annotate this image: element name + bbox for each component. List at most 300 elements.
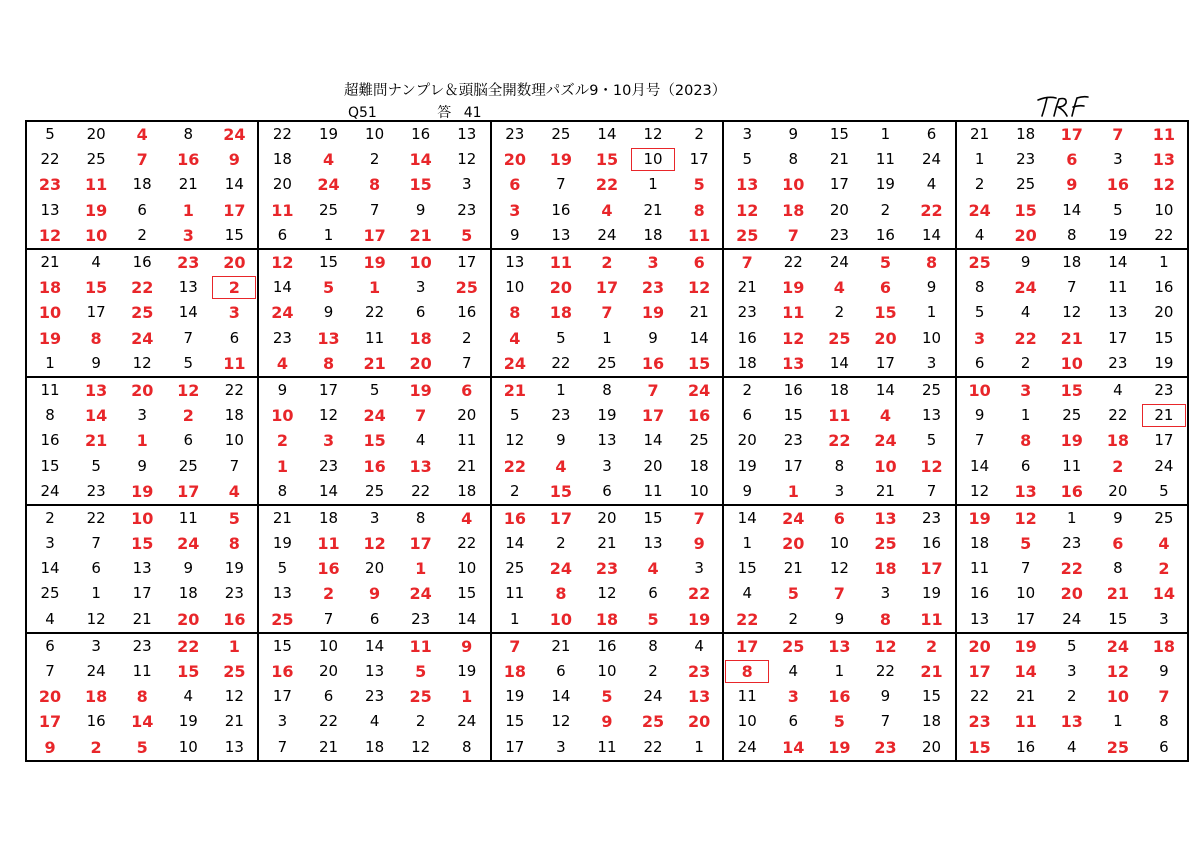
grid-cell: 6 (137, 200, 147, 219)
grid-cell: 15 (921, 687, 942, 706)
grid-cell: 12 (318, 406, 339, 425)
grid-cell: 18 (1106, 431, 1129, 451)
grid-cell: 5 (833, 712, 845, 732)
grid-cell: 18 (457, 481, 477, 500)
grid-cell: 5 (461, 225, 473, 245)
grid-cell: 4 (788, 662, 799, 681)
grid-cell: 22 (1014, 328, 1037, 348)
grid-cell: 19 (549, 150, 573, 170)
grid-cell: 9 (137, 456, 147, 475)
grid-cell: 23 (86, 481, 106, 500)
grid-cell: 22 (1108, 406, 1128, 425)
grid-cell: 19 (1108, 225, 1128, 244)
grid-cell: 13 (365, 662, 385, 681)
grid-cell: 3 (1066, 662, 1077, 681)
grid-cell: 3 (787, 687, 799, 707)
grid-cell: 23 (688, 662, 711, 682)
grid-cell: 8 (788, 150, 799, 169)
grid-cell: 16 (177, 150, 200, 170)
grid-cell: 25 (258, 607, 305, 633)
grid-cell: 14 (26, 556, 73, 581)
grid-cell: 18 (258, 147, 305, 172)
grid-cell: 11 (365, 328, 385, 347)
grid-cell: 8 (136, 687, 148, 707)
grid-row (26, 581, 1188, 606)
grid-cell: 2 (73, 735, 119, 761)
grid-row (26, 223, 1188, 249)
grid-cell: 3 (880, 584, 891, 603)
grid-cell: 11 (398, 633, 444, 659)
grid-cell: 2 (1141, 556, 1188, 581)
grid-cell: 10 (305, 633, 351, 659)
grid-cell: 18 (1049, 249, 1095, 275)
grid-cell: 5 (258, 556, 305, 581)
grid-cell: 9 (556, 431, 566, 450)
grid-cell: 6 (415, 303, 426, 322)
grid-cell: 17 (223, 200, 246, 220)
grid-row (26, 147, 1188, 172)
grid-cell: 8 (1113, 559, 1123, 578)
grid-cell: 24 (723, 735, 770, 761)
grid-cell: 12 (86, 609, 106, 628)
grid-cell: 21 (1106, 584, 1129, 604)
grid-cell: 25 (1141, 505, 1188, 531)
grid-cell: 24 (177, 534, 200, 554)
grid-row (26, 172, 1188, 197)
grid-cell: 21 (258, 505, 305, 531)
grid-cell: 7 (1095, 121, 1141, 147)
grid-cell: 8 (1141, 709, 1188, 734)
grid-cell: 15 (630, 505, 676, 531)
grid-row (26, 531, 1188, 556)
grid-cell: 22 (26, 147, 73, 172)
grid-cell: 1 (369, 278, 381, 298)
grid-cell: 12 (491, 428, 538, 453)
grid-row (26, 453, 1188, 478)
grid-cell: 25 (455, 278, 478, 298)
grid-cell: 20 (409, 353, 432, 373)
grid-cell: 15 (1108, 609, 1128, 628)
grid-cell: 6 (1066, 150, 1078, 170)
grid-cell: 8 (26, 403, 73, 428)
grid-cell: 9 (183, 559, 194, 578)
grid-cell: 2 (880, 200, 891, 219)
grid-cell: 15 (26, 453, 73, 478)
grid-cell: 10 (224, 431, 244, 450)
grid-cell: 16 (258, 659, 305, 684)
grid-cell: 6 (1020, 456, 1031, 475)
grid-cell: 14 (409, 150, 432, 170)
grid-cell: 19 (457, 662, 477, 681)
grid-cell: 23 (641, 278, 665, 298)
grid-cell: 7 (880, 712, 891, 731)
grid-cell: 2 (491, 479, 538, 505)
grid-cell: 16 (223, 609, 246, 629)
grid-cell: 18 (178, 584, 198, 603)
grid-cell: 15 (595, 150, 619, 170)
grid-cell: 12 (1062, 303, 1082, 322)
grid-cell: 14 (352, 633, 398, 659)
grid-cell: 17 (641, 406, 665, 426)
grid-cell: 8 (258, 479, 305, 505)
grid-cell: 19 (84, 200, 108, 220)
grid-cell: 18 (816, 377, 862, 403)
grid-cell: 8 (444, 735, 491, 761)
grid-cell: 16 (26, 428, 73, 453)
grid-cell: 5 (26, 121, 73, 147)
grid-cell: 20 (211, 249, 258, 275)
grid-cell: 2 (788, 609, 799, 628)
grid-cell: 24 (770, 505, 816, 531)
grid-cell: 13 (921, 406, 942, 425)
grid-cell: 9 (834, 609, 845, 628)
grid-cell: 23 (551, 406, 571, 425)
grid-cell: 9 (723, 479, 770, 505)
grid-cell: 2 (1112, 456, 1124, 476)
grid-cell: 18 (409, 328, 432, 348)
grid-cell: 15 (131, 534, 154, 554)
grid-cell: 23 (411, 609, 431, 628)
grid-cell: 2 (648, 662, 658, 681)
grid-cell: 23 (862, 735, 908, 761)
grid-cell: 2 (834, 303, 845, 322)
grid-cell: 4 (228, 481, 240, 501)
grid-cell: 13 (73, 377, 119, 403)
grid-cell: 21 (1016, 687, 1036, 706)
grid-cell: 24 (1095, 633, 1141, 659)
grid-cell: 20 (1060, 584, 1083, 604)
grid-cell: 15 (258, 633, 305, 659)
grid-cell: 5 (91, 456, 101, 475)
grid-cell: 9 (601, 712, 613, 732)
grid-cell: 17 (783, 456, 803, 475)
grid-cell: 13 (258, 581, 305, 606)
grid-cell: 22 (920, 200, 943, 220)
grid-cell: 10 (549, 609, 573, 629)
grid-cell: 7 (26, 659, 73, 684)
grid-cell: 8 (908, 249, 955, 275)
grid-cell: 11 (956, 556, 1003, 581)
grid-cell: 10 (26, 300, 73, 325)
grid-cell: 23 (1108, 353, 1128, 372)
grid-cell: 4 (833, 278, 845, 298)
grid-cell: 11 (491, 581, 538, 606)
grid-cell: 22 (73, 505, 119, 531)
grid-cell: 15 (305, 249, 351, 275)
grid-cell: 21 (643, 200, 663, 219)
grid-cell: 4 (1049, 735, 1095, 761)
grid-cell: 21 (723, 275, 770, 300)
grid-cell: 18 (782, 200, 805, 220)
grid-cell: 21 (875, 481, 895, 500)
grid-cell: 15 (1049, 377, 1095, 403)
grid-cell: 16 (875, 225, 895, 244)
grid-cell: 4 (647, 559, 659, 579)
grid-cell: 24 (956, 198, 1003, 223)
grid-cell: 18 (921, 712, 942, 731)
grid-cell: 4 (601, 200, 613, 220)
grid-cell: 15 (688, 353, 711, 373)
grid-cell: 21 (920, 662, 943, 682)
grid-cell: 11 (875, 150, 895, 169)
grid-cell: 14 (862, 377, 908, 403)
grid-row (26, 607, 1188, 633)
grid-cell: 3 (694, 559, 704, 578)
grid-cell: 17 (538, 505, 584, 531)
grid-cell: 16 (86, 712, 106, 731)
grid-cell: 9 (770, 121, 816, 147)
grid-cell: 17 (1108, 328, 1128, 347)
grid-cell: 11 (1108, 278, 1128, 297)
grid-cell: 25 (538, 121, 584, 147)
grid-cell: 6 (676, 249, 723, 275)
grid-cell: 7 (630, 377, 676, 403)
grid-cell: 11 (688, 225, 711, 245)
grid-cell: 21 (457, 456, 477, 475)
grid-row (26, 709, 1188, 734)
grid-cell: 20 (119, 377, 165, 403)
grid-cell: 14 (584, 121, 630, 147)
grid-cell: 10 (689, 481, 709, 500)
grid-cell: 17 (409, 534, 432, 554)
grid-cell: 18 (305, 505, 351, 531)
grid-cell: 4 (119, 121, 165, 147)
grid-cell: 18 (1003, 121, 1049, 147)
grid-cell: 4 (1020, 303, 1031, 322)
grid-cell: 9 (880, 687, 891, 706)
grid-cell: 20 (365, 559, 385, 578)
grid-cell: 22 (131, 278, 154, 298)
grid-cell: 3 (461, 175, 472, 194)
grid-cell: 12 (363, 534, 386, 554)
grid-cell: 12 (723, 198, 770, 223)
grid-cell: 1 (862, 121, 908, 147)
grid-cell: 16 (723, 326, 770, 351)
grid-cell: 4 (26, 607, 73, 633)
grid-cell: 5 (862, 249, 908, 275)
grid-cell: 9 (415, 200, 426, 219)
grid-cell: 14 (921, 225, 942, 244)
grid-cell: 1 (1113, 712, 1123, 731)
grid-cell: 19 (178, 712, 198, 731)
grid-cell: 2 (723, 377, 770, 403)
grid-cell: 23 (1062, 534, 1082, 553)
grid-cell: 1 (26, 351, 73, 377)
grid-cell: 14 (723, 505, 770, 531)
grid-cell: 6 (788, 712, 799, 731)
grid-cell: 3 (73, 633, 119, 659)
grid-cell: 13 (409, 456, 432, 476)
grid-cell: 5 (1049, 633, 1095, 659)
grid-cell: 22 (770, 249, 816, 275)
grid-cell: 17 (363, 225, 386, 245)
grid-cell: 25 (597, 353, 617, 372)
grid-cell: 3 (1003, 377, 1049, 403)
grid-cell: 2 (584, 249, 630, 275)
grid-cell: 1 (1020, 406, 1031, 425)
grid-cell: 17 (723, 633, 770, 659)
grid-cell: 13 (491, 249, 538, 275)
grid-cell: 24 (921, 150, 942, 169)
grid-cell: 8 (834, 456, 845, 475)
grid-cell: 6 (183, 431, 194, 450)
grid-cell: 11 (1141, 121, 1188, 147)
grid-cell: 24 (643, 687, 663, 706)
grid-cell: 13 (1014, 481, 1037, 501)
grid-cell: 7 (723, 249, 770, 275)
grid-cell: 15 (549, 481, 573, 501)
grid-cell: 1 (538, 377, 584, 403)
grid-row (26, 428, 1188, 453)
grid-cell: 23 (1141, 377, 1188, 403)
grid-cell: 8 (1066, 225, 1077, 244)
grid-cell: 12 (782, 328, 805, 348)
grid-cell: 8 (369, 175, 381, 195)
grid-cell: 12 (457, 150, 477, 169)
grid-cell: 20 (26, 684, 73, 709)
grid-cell: 15 (363, 431, 386, 451)
grid-cell: 22 (1141, 223, 1188, 249)
grid-row (26, 351, 1188, 377)
grid-cell: 20 (1141, 300, 1188, 325)
grid-cell: 7 (833, 584, 845, 604)
grid-cell: 25 (908, 377, 955, 403)
grid-cell: 23 (595, 559, 619, 579)
grid-cell: 22 (165, 633, 211, 659)
grid-cell: 11 (782, 303, 805, 323)
grid-cell: 7 (956, 428, 1003, 453)
grid-cell: 7 (183, 328, 194, 347)
grid-cell: 3 (1113, 150, 1123, 169)
grid-cell: 24 (131, 328, 154, 348)
grid-cell: 19 (1060, 431, 1083, 451)
grid-cell: 8 (555, 584, 567, 604)
grid-cell: 21 (1060, 328, 1083, 348)
grid-cell: 18 (956, 531, 1003, 556)
grid-cell: 24 (676, 377, 723, 403)
grid-cell: 7 (461, 353, 472, 372)
grid-cell: 1 (415, 559, 427, 579)
grid-cell: 4 (555, 456, 567, 476)
grid-cell: 19 (597, 406, 617, 425)
grid-cell: 9 (1095, 505, 1141, 531)
grid-cell: 1 (648, 175, 658, 194)
grid-cell: 22 (318, 712, 339, 731)
grid-cell: 24 (26, 479, 73, 505)
grid-cell: 17 (1049, 121, 1095, 147)
grid-cell: 19 (816, 735, 862, 761)
grid-cell: 10 (782, 175, 805, 195)
grid-cell: 17 (258, 684, 305, 709)
grid-cell: 21 (132, 609, 152, 628)
grid-cell: 10 (491, 275, 538, 300)
grid-cell: 12 (956, 479, 1003, 505)
answer-label: 答 (437, 105, 452, 121)
grid-cell: 19 (491, 684, 538, 709)
grid-cell: 13 (211, 735, 258, 761)
grid-cell: 23 (224, 584, 244, 603)
grid-cell: 12 (1141, 172, 1188, 197)
grid-cell: 23 (165, 249, 211, 275)
grid-cell: 10 (829, 534, 849, 553)
grid-cell: 22 (457, 534, 477, 553)
grid-cell: 15 (874, 303, 897, 323)
grid-cell: 15 (956, 735, 1003, 761)
grid-cell: 1 (91, 584, 101, 603)
grid-cell: 4 (258, 351, 305, 377)
grid-cell: 14 (84, 406, 108, 426)
grid-cell: 13 (956, 607, 1003, 633)
grid-cell: 22 (365, 303, 385, 322)
grid-cell: 9 (228, 150, 240, 170)
grid-cell: 3 (322, 431, 335, 451)
grid-cell: 19 (1141, 351, 1188, 377)
grid-cell: 22 (211, 377, 258, 403)
grid-cell: 19 (641, 303, 665, 323)
grid-cell: 2 (956, 172, 1003, 197)
grid-cell: 17 (956, 659, 1003, 684)
grid-cell: 10 (457, 559, 477, 578)
grid-cell: 22 (1060, 559, 1083, 579)
grid-cell: 8 (228, 534, 240, 554)
grid-cell: 1 (723, 531, 770, 556)
grid-cell: 12 (920, 456, 943, 476)
grid-cell: 21 (538, 633, 584, 659)
grid-cell: 4 (1141, 531, 1188, 556)
grid-cell: 5 (322, 278, 335, 298)
signature-image (1034, 92, 1090, 122)
grid-cell: 21 (409, 225, 432, 245)
grid-cell: 4 (73, 249, 119, 275)
grid-cell: 15 (409, 175, 432, 195)
grid-cell: 13 (551, 225, 571, 244)
grid-cell: 19 (1003, 633, 1049, 659)
grid-cell: 6 (1141, 735, 1188, 761)
grid-cell: 22 (491, 453, 538, 478)
grid-cell: 25 (874, 534, 897, 554)
grid-cell: 1 (676, 735, 723, 761)
grid-cell: 17 (491, 735, 538, 761)
grid-cell: 15 (783, 406, 803, 425)
grid-cell: 5 (1020, 534, 1032, 554)
grid-cell: 13 (643, 534, 663, 553)
grid-row (26, 300, 1188, 325)
grid-cell: 17 (444, 249, 491, 275)
grid-cell: 11 (828, 406, 851, 426)
grid-cell: 14 (1062, 200, 1082, 219)
grid-cell: 25 (828, 328, 851, 348)
grid-cell: 11 (457, 431, 477, 450)
grid-cell: 10 (119, 505, 165, 531)
grid-cell: 1 (258, 453, 305, 478)
grid-cell: 21 (178, 175, 198, 194)
grid-cell: 25 (318, 200, 339, 219)
grid-cell: 1 (211, 633, 258, 659)
grid-cell: 9 (1066, 175, 1078, 195)
grid-cell: 5 (723, 147, 770, 172)
grid-cell: 21 (597, 534, 617, 553)
grid-cell: 7 (229, 456, 240, 475)
grid-cell: 18 (491, 659, 538, 684)
grid-cell: 8 (322, 353, 335, 373)
grid-cell: 6 (323, 687, 334, 706)
grid-cell: 16 (551, 200, 571, 219)
grid-cell: 14 (1141, 581, 1188, 606)
grid-cell: 23 (457, 200, 477, 219)
grid-cell: 10 (874, 456, 897, 476)
grid-cell: 23 (956, 709, 1003, 734)
grid-cell: 11 (1062, 456, 1082, 475)
